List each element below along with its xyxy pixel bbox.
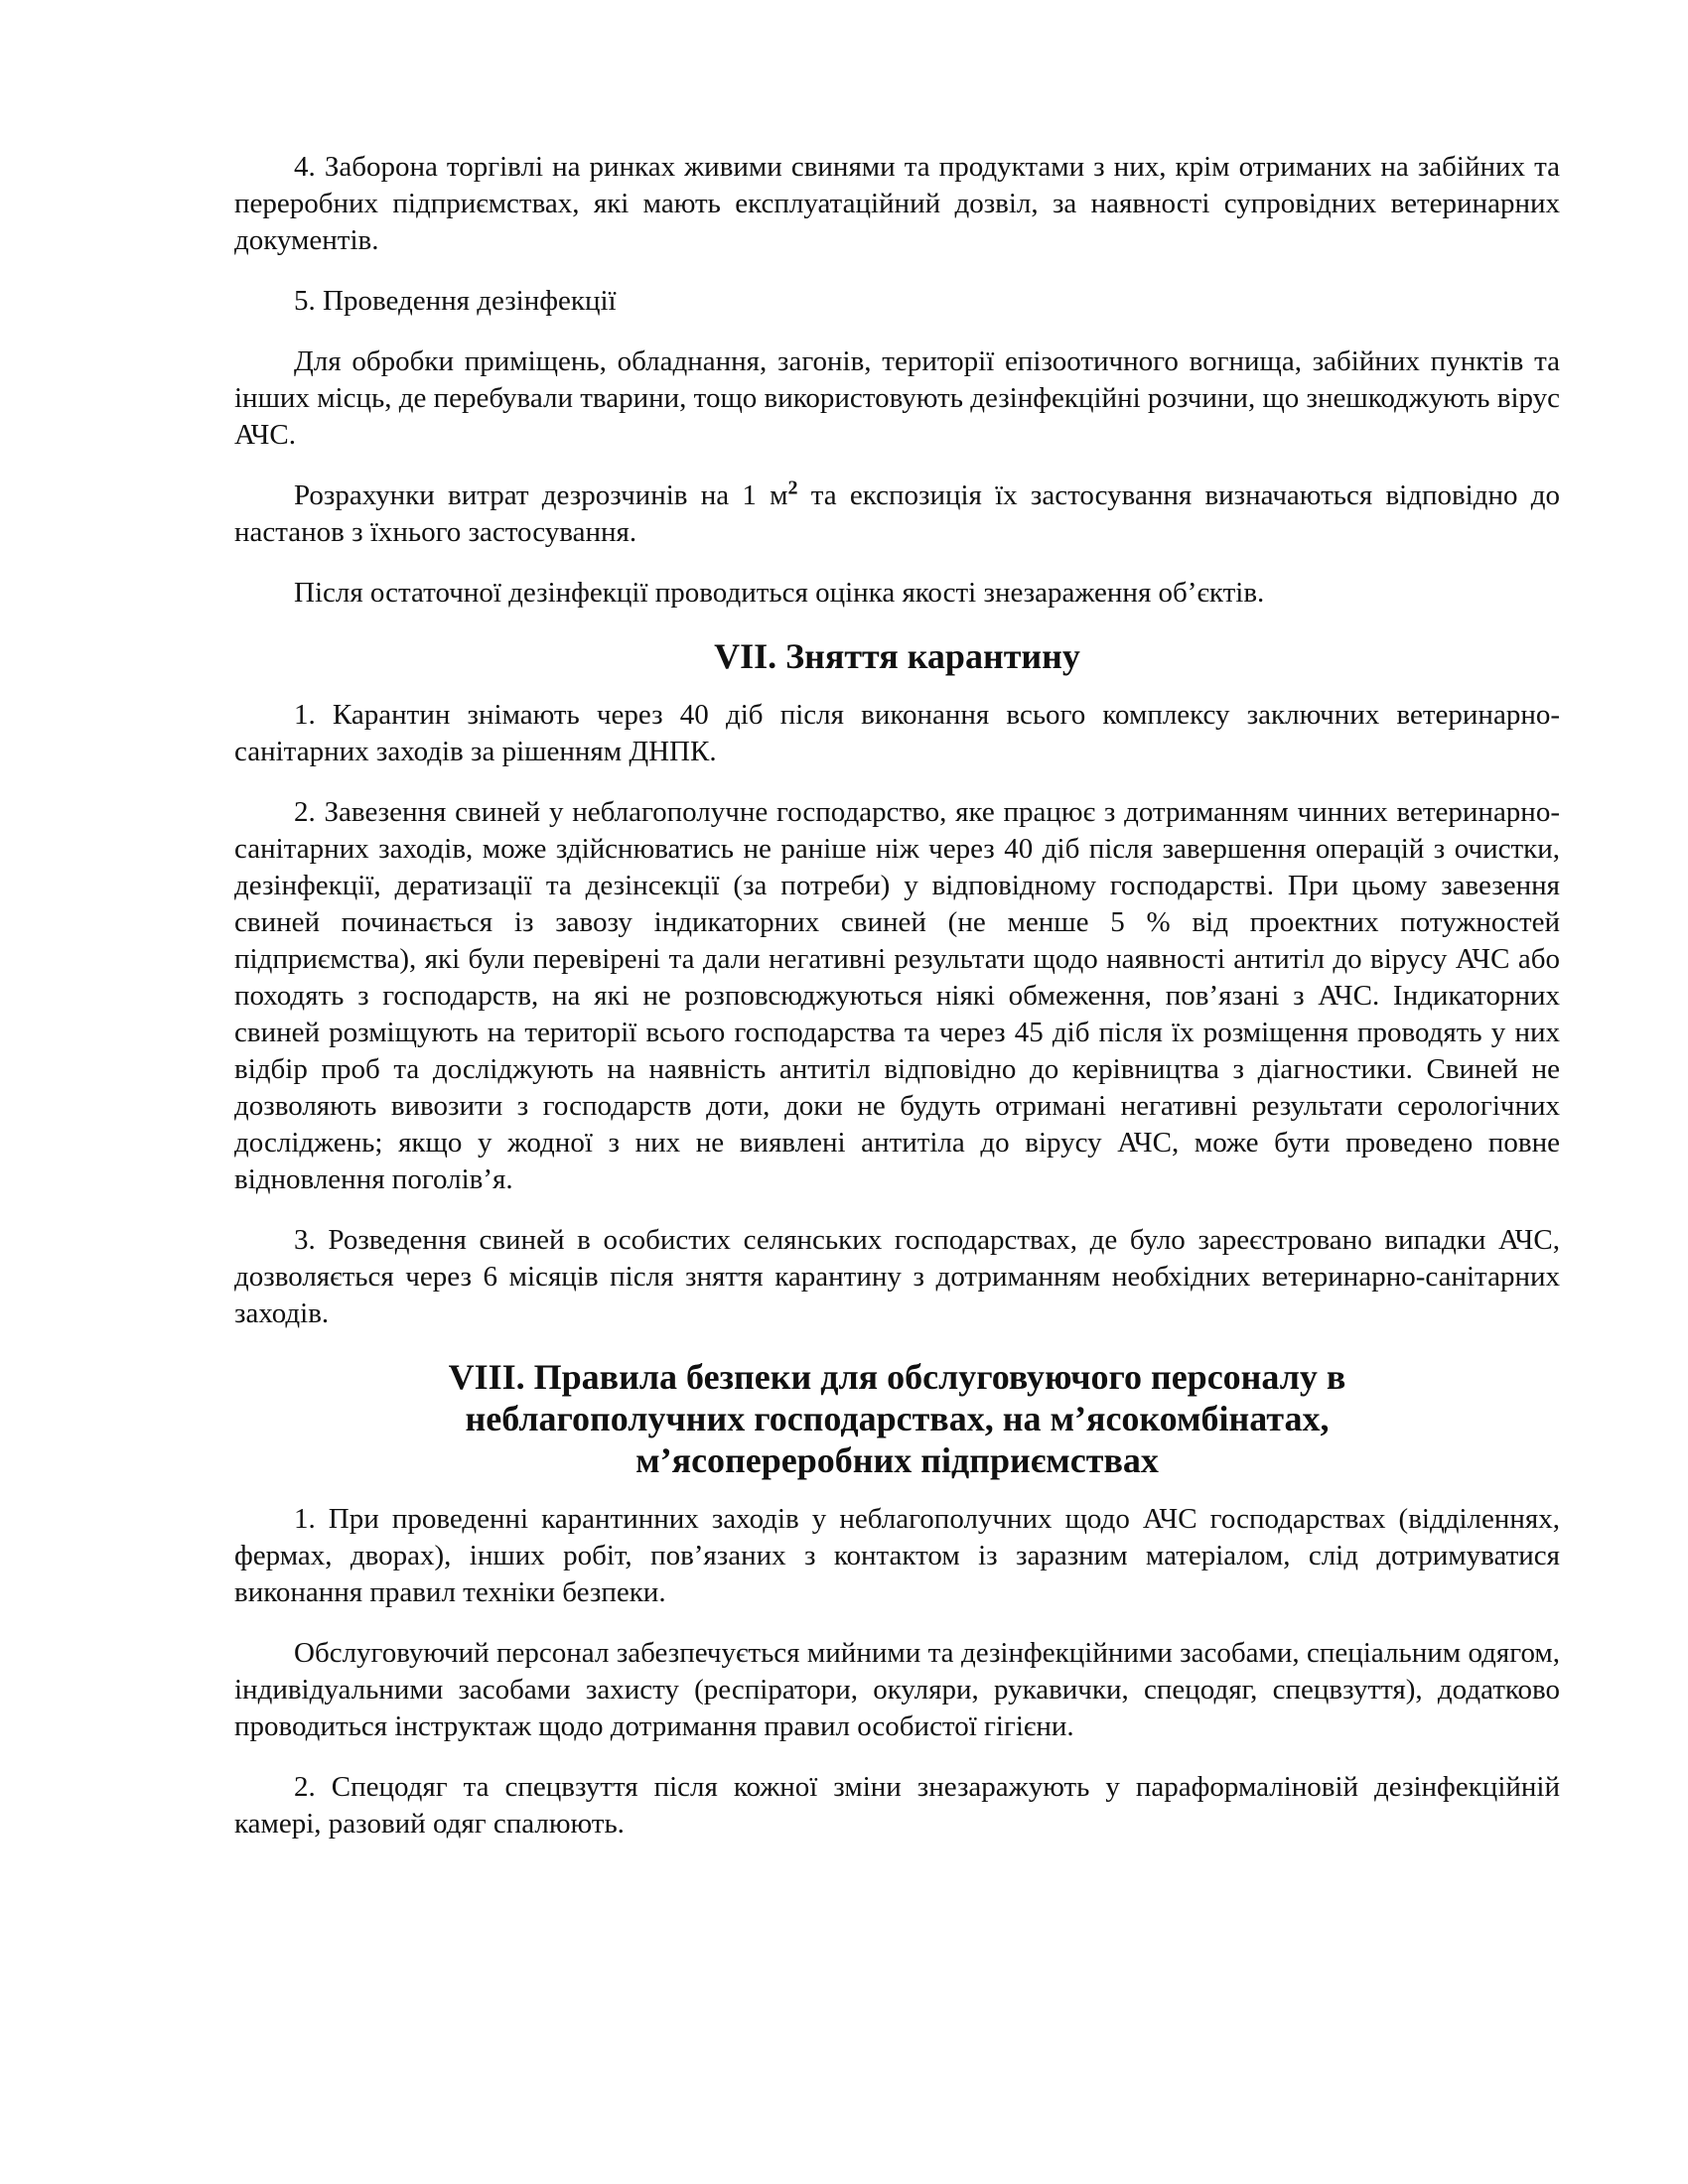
section-7-paragraph-2: 2. Завезення свиней у неблагополучне господарство, яке працює з дотриманням чинних ветеринарно-санітарних заходів, може здійснюватись не раніше ніж через 40 діб після завершення операцій з очистки, дезінфекції, дератизації та дезінсекції (за потреби) у відповідному господарстві. При цьому завезення свиней починається із завозу індикаторних свиней (не менше 5 % від проектних потужностей підприємства), які були перевірені та дали негативні результати щодо наявності антитіл до вірусу АЧС або походять з господарств, на які не розповсюджуються ніякі обмеження, пов’язані з АЧС. Індикаторних свиней розміщують на території всього господарства та через 45 діб після їх розміщення проводять у них відбір проб та досліджують на наявність антитіл відповідно до керівництва з діагностики. Свиней не дозволяють вивозити з господарств доти, доки не будуть отримані негативні результати серологічних досліджень; якщо у жодної з них не виявлені антитіла до вірусу АЧС, може бути проведено повне відновлення поголів’я. bbox=[234, 796, 1560, 1195]
paragraph-market-ban: 4. Заборона торгівлі на ринках живими свинями та продуктами з них, крім отриманих на забійних та переробних підприємствах, які мають експлуатаційний дозвіл, за наявності супровідних ветеринарних документів. bbox=[234, 151, 1560, 256]
paragraph-disinfectant-calculation bbox=[234, 478, 1560, 551]
calc-text-after: та експозиція їх застосування визначаються відповідно до настанов з їхнього застосування. bbox=[234, 479, 1560, 548]
paragraph-disinfection-solutions: Для обробки приміщень, обладнання, загонів, території епізоотичного вогнища, забійних пунктів та інших місць, де перебували тварини, тощо використовують дезінфекційні розчини, що знешкоджують вірус АЧС. bbox=[234, 345, 1560, 451]
section-8-paragraph-3: 2. Спецодяг та спецвзуття після кожної зміни знезаражують у параформаліновій дезінфекційній камері, разовий одяг спалюють. bbox=[234, 1771, 1560, 1840]
section-7-paragraph-1: 1. Карантин знімають через 40 діб після виконання всього комплексу заключних ветеринарно-санітарних заходів за рішенням ДНПК. bbox=[234, 699, 1560, 767]
document-page bbox=[234, 149, 1560, 1866]
square-superscript: 2 bbox=[787, 477, 798, 499]
calc-text-before: Розрахунки витрат дезрозчинів на 1 м bbox=[294, 479, 788, 511]
section-8-heading-line-1: VIII. Правила безпеки для обслуговуючого персоналу в bbox=[448, 1357, 1346, 1397]
paragraph-disinfection-heading: 5. Проведення дезінфекції bbox=[294, 285, 617, 317]
section-7-heading: VII. Зняття карантину bbox=[714, 636, 1080, 676]
section-8-heading bbox=[234, 1356, 1560, 1481]
section-8-heading-line-3: м’ясопереробних підприємствах bbox=[635, 1440, 1159, 1480]
paragraph-final-disinfection: Після остаточної дезінфекції проводиться оцінка якості знезараження об’єктів. bbox=[294, 577, 1265, 609]
section-8-paragraph-1: 1. При проведенні карантинних заходів у неблагополучних щодо АЧС господарствах (відділеннях, фермах, дворах), інших робіт, пов’язаних з контактом із заразним матеріалом, слід дотримуватися виконання правил техніки безпеки. bbox=[234, 1503, 1560, 1608]
section-7-paragraph-3: 3. Розведення свиней в особистих селянських господарствах, де було зареєстровано випадки АЧС, дозволяється через 6 місяців після зняття карантину з дотриманням необхідних ветеринарно-санітарних заходів. bbox=[234, 1224, 1560, 1329]
section-8-paragraph-2: Обслуговуючий персонал забезпечується мийними та дезінфекційними засобами, спеціальним одягом, індивідуальними засобами захисту (респіратори, окуляри, рукавички, спецодяг, спецвзуття), додатково проводиться інструктаж щодо дотримання правил особистої гігієни. bbox=[234, 1637, 1560, 1742]
section-8-heading-line-2: неблагополучних господарствах, на м’ясокомбінатах, bbox=[465, 1399, 1330, 1438]
